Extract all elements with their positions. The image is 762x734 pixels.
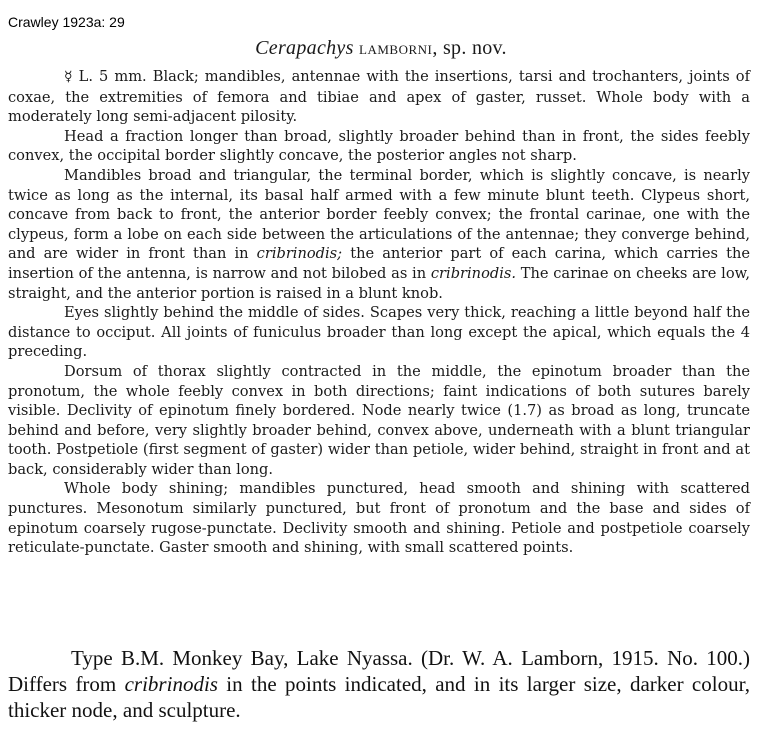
type-note-text-a: Type B.M. Monkey Bay, Lake Nyassa. (Dr. W. A. Lamborn, 1915. No. 100.) Differs from (8, 646, 750, 696)
mandibles-text-c: The carinae on cheeks are low, straight, and the anterior portion is raised in a blunt knob. (8, 264, 751, 302)
species-status: , sp. nov. (432, 37, 507, 59)
paragraph-general-text: L. 5 mm. Black; mandibles, antennae with the insertions, tarsi and trochanters, joints of coxae, the extremities of femora and tibiae and apex of gaster, russet. Whole body with a moderately long semi-adjacent pilosity. (8, 68, 750, 126)
paragraph-general (8, 67, 750, 127)
worker-symbol: ☿ (64, 69, 73, 85)
mandibles-italic-a: cribrinodis; (256, 245, 343, 263)
citation-label: Crawley 1923a: 29 (8, 14, 125, 30)
paragraph-thorax: Dorsum of thorax slightly contracted in the middle, the epinotum broader than the pronotum, the whole feebly convex in both directions; faint indications of both sutures barely visible. Declivity of epinotum finely bordered. Node nearly twice (1.7) as broad as long, truncate behind and before, very slightly broader behind, convex above, underneath with a blunt triangular tooth. Postpetiole (first segment of gaster) wider than petiole, wider behind, straight in front and at back, considerably wider than long. (8, 362, 750, 478)
paragraph-eyes: Eyes slightly behind the middle of sides. Scapes very thick, reaching a little beyond half the distance to occiput. All joints of funiculus broader than long except the apical, which equals the 4 preceding. (8, 304, 750, 361)
type-note-text-b: in the points indicated, and in its larger size, darker colour, thicker node, and sculpture. (8, 672, 750, 722)
type-note-paragraph (8, 645, 750, 723)
type-note (8, 645, 750, 723)
paragraph-mandibles (8, 166, 750, 303)
paragraph-sculpture: Whole body shining; mandibles punctured, head smooth and shining with scattered punctures. Mesonotum similarly punctured, but front of pronotum and the base and sides of epinotum coarsely rugose-punctate. Declivity smooth and shining. Petiole and postpetiole coarsely reticulate-punctate. Gaster smooth and shining, with small scattered points. (8, 480, 750, 557)
paragraph-head: Head a fraction longer than broad, slightly broader behind than in front, the sides feebly convex, the occipital border slightly concave, the posterior angles not sharp. (8, 127, 750, 165)
type-note-italic: cribrinodis (124, 672, 218, 696)
mandibles-text-b: the anterior part of each carina, which carries the insertion of the antenna, is narrow and not bilobed as in (8, 245, 750, 282)
species-name: lamborni (359, 38, 433, 58)
genus-name: Cerapachys (255, 37, 354, 59)
description-body (8, 67, 750, 558)
species-heading (0, 37, 762, 60)
mandibles-italic-b: cribrinodis. (430, 264, 517, 282)
mandibles-text-a: Mandibles broad and triangular, the terminal border, which is slightly concave, is nearly twice as long as the internal, its basal half armed with a few minute blunt teeth. Clypeus short, concave from back to front, the anterior border feebly convex; the frontal carinae, one with the clypeus, form a lobe on each side between the articulations of the antennae; they converge behind, and are wider in front than in (8, 166, 750, 263)
